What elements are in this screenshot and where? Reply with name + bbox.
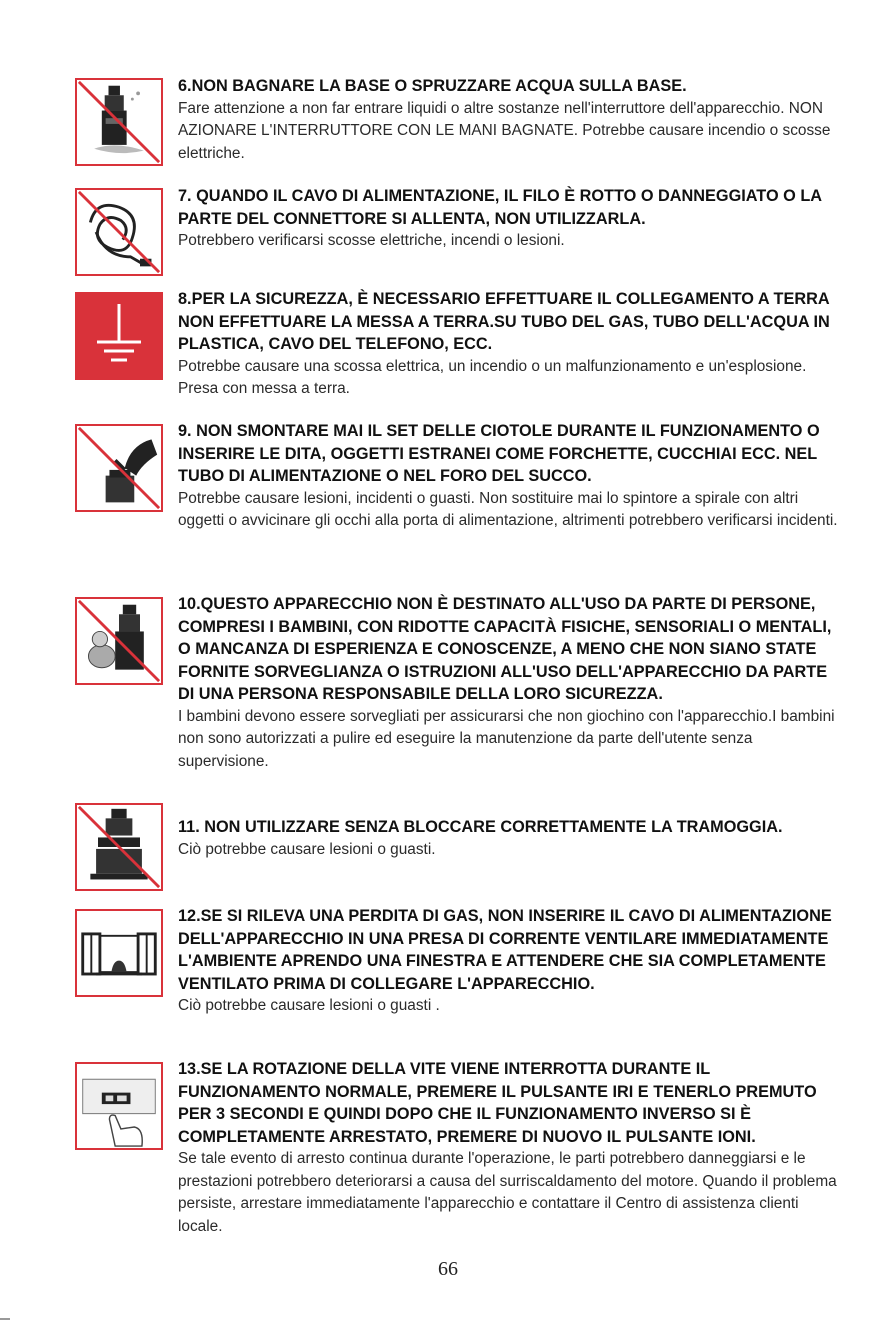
reverse-button-press-icon xyxy=(75,1062,163,1150)
no-unlocked-hopper-icon xyxy=(75,803,163,891)
warning-body: Potrebbe causare una scossa elettrica, un incendio o un malfunzionamento e un'esplosione. Presa con messa a terra. xyxy=(178,357,807,397)
warning-text xyxy=(178,75,838,165)
warning-text xyxy=(178,288,838,401)
warning-body: Fare attenzione a non far entrare liquidi o altre sostanze nell'interruttore dell'apparecchio. NON AZIONARE L'INTERRUTTORE CON LE MANI BAGNATE. Potrebbe causare incendio o scosse elettriche. xyxy=(178,99,831,162)
warning-body: Potrebbero verificarsi scosse elettriche, incendi o lesioni. xyxy=(178,232,565,249)
page-number: 66 xyxy=(438,1258,458,1280)
warning-title: 10.QUESTO APPARECCHIO NON È DESTINATO ALL'USO DA PARTE DI PERSONE, COMPRESI I BAMBINI, CON RIDOTTE CAPACITÀ FISICHE, SENSORIALI O MENTALI, O MANCANZA DI ESPERIENZA E CONOSCENZE, A MENO CHE NON SIANO STATE FORNITE SORVEGLIANZA O ISTRUZIONI ALL'USO DELL'APPARECCHIO DA PARTE DI UNA PERSONA RESPONSABILE DELLA LORO SICUREZZA. xyxy=(178,595,832,703)
warning-body: Potrebbe causare lesioni, incidenti o guasti. Non sostituire mai lo spintore a spirale con altri oggetti o avvicinare gli occhi alla porta di alimentazione, altrimenti potrebbero verificarsi incidenti. xyxy=(178,489,838,529)
warning-title: 6.NON BAGNARE LA BASE O SPRUZZARE ACQUA SULLA BASE. xyxy=(178,77,687,95)
warning-title: 8.PER LA SICUREZZA, È NECESSARIO EFFETTUARE IL COLLEGAMENTO A TERRA NON EFFETTUARE LA MESSA A TERRA.SU TUBO DEL GAS, TUBO DELL'ACQUA IN PLASTICA, CAVO DEL TELEFONO, ECC. xyxy=(178,290,830,353)
warning-text xyxy=(178,816,838,861)
warning-body: I bambini devono essere sorvegliati per assicurarsi che non giochino con l'apparecchio.I bambini non sono autorizzati a pulire ed eseguire la manutenzione da parte dell'utente senza supervisione. xyxy=(178,707,835,770)
ground-symbol-icon xyxy=(75,292,163,380)
warning-title: 9. NON SMONTARE MAI IL SET DELLE CIOTOLE DURANTE IL FUNZIONAMENTO O INSERIRE LE DITA, OGGETTI ESTRANEI COME FORCHETTE, CUCCHIAI ECC. NEL TUBO DI ALIMENTAZIONE O NEL FORO DEL SUCCO. xyxy=(178,422,820,485)
warning-text xyxy=(178,905,838,1018)
open-window-icon xyxy=(75,909,163,997)
warning-title: 13.SE LA ROTAZIONE DELLA VITE VIENE INTERROTTA DURANTE IL FUNZIONAMENTO NORMALE, PREMERE IL PULSANTE IRI E TENERLO PREMUTO PER 3 SECONDI E QUINDI DOPO CHE IL FUNZIONAMENTO INVERSO SI È COMPLETAMENTE ARRESTATO, PREMERE DI NUOVO IL PULSANTE IONI. xyxy=(178,1060,817,1146)
warning-body: Se tale evento di arresto continua durante l'operazione, le parti potrebbero danneggiarsi e le prestazioni potrebbero deteriorarsi a causa del surriscaldamento del motore. Quando il problema persiste, arrestare immediatamente l'apparecchio e contattare il Centro di assistenza clienti locale. xyxy=(178,1150,837,1235)
warning-text xyxy=(178,185,838,253)
warning-title: 12.SE SI RILEVA UNA PERDITA DI GAS, NON INSERIRE IL CAVO DI ALIMENTAZIONE DELL'APPARECCHIO IN UNA PRESA DI CORRENTE VENTILARE IMMEDIATAMENTE L'AMBIENTE APRENDO UNA FINESTRA E ATTENDERE CHE SIA COMPLETAMENTE VENTILATO PRIMA DI COLLEGARE L'APPARECCHIO. xyxy=(178,907,832,993)
no-fingers-in-chute-icon xyxy=(75,424,163,512)
warning-title: 11. NON UTILIZZARE SENZA BLOCCARE CORRETTAMENTE LA TRAMOGGIA. xyxy=(178,818,783,836)
crop-mark xyxy=(0,1318,10,1320)
warning-text xyxy=(178,420,838,533)
no-children-icon xyxy=(75,597,163,685)
warning-text xyxy=(178,1058,838,1238)
warning-body: Ciò potrebbe causare lesioni o guasti. xyxy=(178,840,436,858)
warning-title: 7. QUANDO IL CAVO DI ALIMENTAZIONE, IL FILO È ROTTO O DANNEGGIATO O LA PARTE DEL CONNETTORE SI ALLENTA, NON UTILIZZARLA. xyxy=(178,187,822,228)
no-water-on-base-icon xyxy=(75,78,163,166)
warning-text xyxy=(178,593,838,773)
no-damaged-cord-icon xyxy=(75,188,163,276)
warning-body: Ciò potrebbe causare lesioni o guasti . xyxy=(178,997,440,1014)
